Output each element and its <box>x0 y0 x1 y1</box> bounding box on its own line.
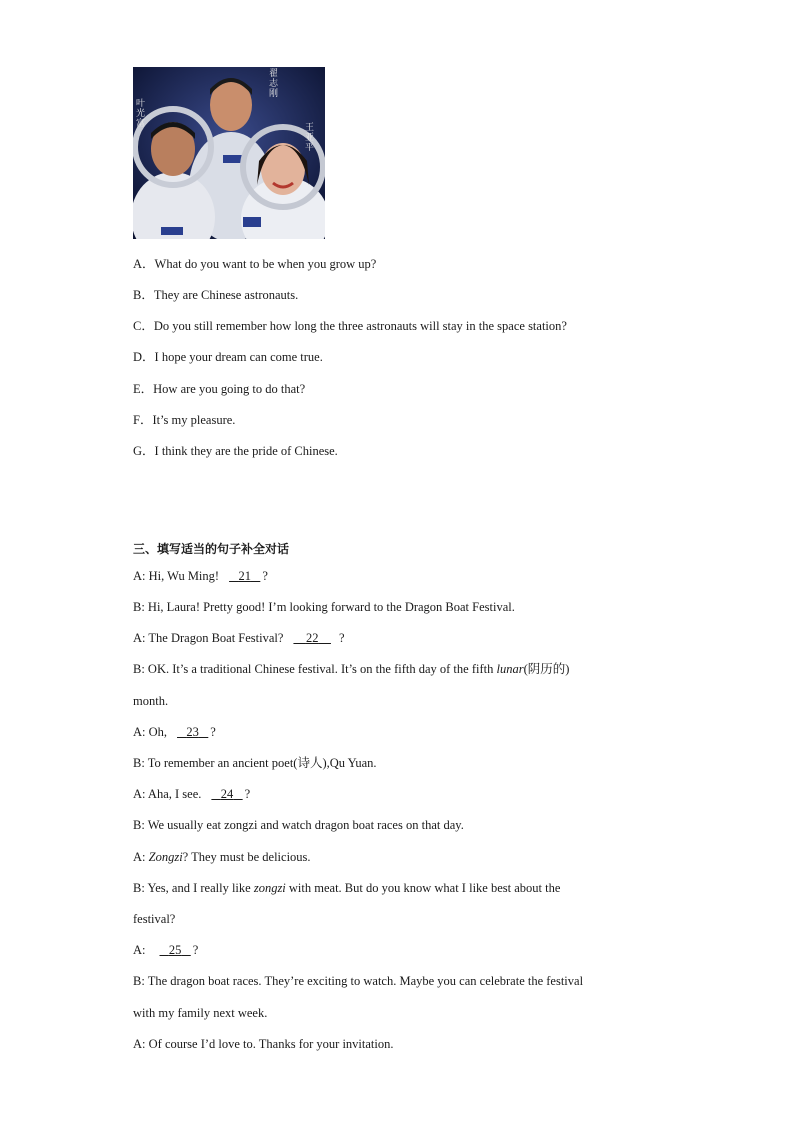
option-a: A．What do you want to be when you grow up? <box>133 257 377 271</box>
option-e: E．How are you going to do that? <box>133 382 306 396</box>
blank-22: 22 <box>305 631 319 645</box>
dialogue-line-3: A: The Dragon Boat Festival? 22 ? <box>133 631 345 645</box>
option-f: F．It’s my pleasure. <box>133 413 236 427</box>
dialogue-line-2: B: Hi, Laura! Pretty good! I’m looking forward to the Dragon Boat Festival. <box>133 600 515 614</box>
astronaut-name-wang: 王亚平 <box>305 123 315 153</box>
astronaut-name-zhai: 翟志刚 <box>269 69 279 99</box>
blank-23: 23 <box>186 725 199 739</box>
dialogue-line-14: B: The dragon boat races. They’re exciting to watch. Maybe you can celebrate the festival <box>133 974 584 988</box>
astronauts-illustration <box>133 67 325 239</box>
dialogue-line-13: A: 25 ? <box>133 943 199 957</box>
dialogue-line-4: B: OK. It’s a traditional Chinese festival. It’s on the fifth day of the fifth lunar(阴历的) <box>133 662 570 676</box>
option-g: G．I think they are the pride of Chinese. <box>133 444 338 458</box>
dialogue-line-8: A: Aha, I see. 24 ? <box>133 787 251 801</box>
dialogue-line-15: with my family next week. <box>133 1006 268 1020</box>
dialogue-line-9: B: We usually eat zongzi and watch dragon boat races on that day. <box>133 818 464 832</box>
blank-21: 21 <box>238 569 251 583</box>
dialogue-line-11: B: Yes, and I really like zongzi with meat. But do you know what I like best about the <box>133 881 561 895</box>
dialogue-line-12: festival? <box>133 912 176 926</box>
blank-24: 24 <box>220 787 234 801</box>
blank-25: 25 <box>168 943 182 957</box>
option-b: B．They are Chinese astronauts. <box>133 288 299 302</box>
dialogue-line-6: A: Oh, 23 ? <box>133 725 216 739</box>
dialogue-line-1: A: Hi, Wu Ming! 21 ? <box>133 569 268 583</box>
astronauts-photo <box>133 67 325 239</box>
dialogue-line-10: A: Zongzi? They must be delicious. <box>133 850 311 864</box>
option-c: C．Do you still remember how long the three astronauts will stay in the space station? <box>133 319 567 333</box>
astronaut-name-ye: 叶光富 <box>136 99 146 129</box>
dialogue-line-5: month. <box>133 694 169 708</box>
section-heading: 三、填写适当的句子补全对话 <box>133 542 290 556</box>
option-d: D．I hope your dream can come true. <box>133 350 323 364</box>
dialogue-line-7: B: To remember an ancient poet(诗人),Qu Yuan. <box>133 756 377 770</box>
dialogue-line-16: A: Of course I’d love to. Thanks for your invitation. <box>133 1037 394 1051</box>
